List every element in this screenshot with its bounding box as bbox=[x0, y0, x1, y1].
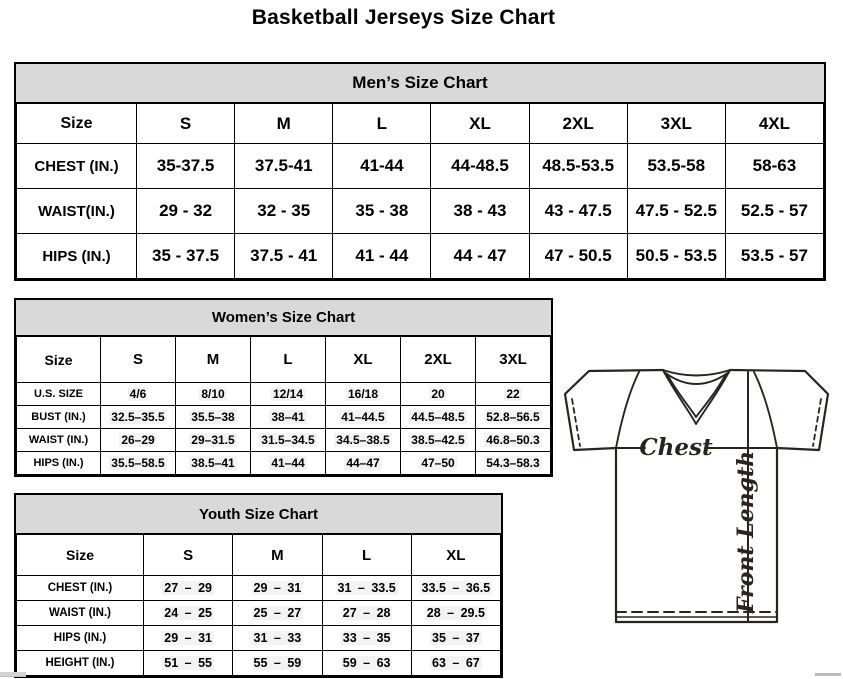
size-value-text: 27 – 28 bbox=[342, 606, 391, 620]
size-value bbox=[251, 406, 326, 429]
size-value bbox=[144, 651, 233, 676]
size-value bbox=[333, 234, 431, 279]
size-value bbox=[476, 406, 551, 429]
size-value-text: 44.5–48.5 bbox=[411, 410, 465, 424]
size-value bbox=[627, 234, 725, 279]
size-value bbox=[137, 234, 235, 279]
size-value-text: 8/10 bbox=[201, 387, 225, 401]
size-value bbox=[233, 576, 322, 601]
row-label: U.S. SIZE bbox=[17, 383, 101, 406]
size-value bbox=[431, 144, 529, 189]
size-value bbox=[333, 189, 431, 234]
size-value bbox=[627, 189, 725, 234]
size-value-text: 20 bbox=[431, 387, 445, 401]
size-value bbox=[322, 576, 411, 601]
size-value bbox=[411, 576, 500, 601]
size-value-text: 59 – 63 bbox=[342, 656, 391, 670]
mens-table-title: Men’s Size Chart bbox=[16, 64, 824, 103]
size-value-text: 50.5 - 53.5 bbox=[635, 246, 717, 265]
size-value-text: 38.5–42.5 bbox=[411, 433, 465, 447]
size-value-text: 37.5 - 41 bbox=[250, 246, 318, 265]
size-value bbox=[251, 429, 326, 452]
size-value bbox=[144, 601, 233, 626]
size-value bbox=[476, 452, 551, 475]
header-row bbox=[17, 337, 551, 383]
size-value bbox=[476, 429, 551, 452]
size-value-text: 22 bbox=[506, 387, 520, 401]
size-value bbox=[101, 429, 176, 452]
size-value-text: 51 – 55 bbox=[164, 656, 212, 670]
size-column-header: S bbox=[101, 337, 176, 383]
row-label: WAIST (IN.) bbox=[17, 429, 101, 452]
size-value-text: 35 - 38 bbox=[355, 201, 409, 220]
size-value bbox=[326, 406, 401, 429]
header-row bbox=[17, 104, 824, 144]
size-value-text: 29–31.5 bbox=[191, 433, 235, 447]
table-row bbox=[17, 601, 501, 626]
row-label: CHEST (IN.) bbox=[17, 144, 137, 189]
size-value bbox=[411, 601, 500, 626]
size-value bbox=[235, 144, 333, 189]
size-value bbox=[322, 601, 411, 626]
size-value bbox=[322, 626, 411, 651]
youth-table-title: Youth Size Chart bbox=[16, 495, 501, 534]
front-length-measure-label: Front Length bbox=[733, 450, 759, 614]
size-value-text: 26–29 bbox=[121, 433, 155, 447]
size-column-header: 3XL bbox=[627, 104, 725, 144]
size-value-text: 27 – 29 bbox=[164, 581, 212, 595]
size-value bbox=[529, 234, 627, 279]
size-value bbox=[233, 626, 322, 651]
size-value-text: 48.5-53.5 bbox=[542, 156, 615, 175]
size-column-header: M bbox=[233, 535, 322, 576]
row-label: HIPS (IN.) bbox=[17, 452, 101, 475]
size-header-label: Size bbox=[17, 104, 137, 144]
table-row bbox=[17, 144, 824, 189]
header-row bbox=[17, 535, 501, 576]
chest-measure-label: Chest bbox=[639, 434, 713, 461]
mens-table bbox=[16, 103, 824, 279]
size-value-text: 34.5–38.5 bbox=[336, 433, 390, 447]
size-value bbox=[176, 383, 251, 406]
size-value bbox=[322, 651, 411, 676]
size-value bbox=[401, 452, 476, 475]
size-value bbox=[725, 234, 823, 279]
size-value-text: 41–44 bbox=[271, 456, 305, 470]
size-column-header: S bbox=[144, 535, 233, 576]
size-value-text: 33 – 35 bbox=[342, 631, 391, 645]
vneck-inner bbox=[667, 374, 726, 417]
size-value-text: 35 – 37 bbox=[432, 631, 480, 645]
size-value bbox=[529, 189, 627, 234]
size-value bbox=[137, 144, 235, 189]
size-column-header: XL bbox=[411, 535, 500, 576]
size-value-text: 43 - 47.5 bbox=[544, 201, 612, 220]
size-value-text: 38–41 bbox=[271, 410, 305, 424]
size-column-header: M bbox=[176, 337, 251, 383]
size-value bbox=[326, 452, 401, 475]
size-value-text: 52.8–56.5 bbox=[486, 410, 540, 424]
size-value-text: 31.5–34.5 bbox=[261, 433, 315, 447]
size-value-text: 12/14 bbox=[272, 387, 304, 401]
size-value bbox=[101, 406, 176, 429]
size-value-text: 35 - 37.5 bbox=[152, 246, 220, 265]
size-value bbox=[725, 189, 823, 234]
size-value bbox=[233, 601, 322, 626]
size-value-text: 24 – 25 bbox=[164, 606, 212, 620]
size-column-header: L bbox=[333, 104, 431, 144]
size-value bbox=[101, 383, 176, 406]
size-value-text: 53.5-58 bbox=[647, 156, 706, 175]
size-value-text: 32 - 35 bbox=[257, 201, 311, 220]
size-value bbox=[326, 383, 401, 406]
page-title: Basketball Jerseys Size Chart bbox=[251, 6, 556, 29]
size-column-header: 2XL bbox=[401, 337, 476, 383]
size-column-header: 2XL bbox=[529, 104, 627, 144]
size-value-text: 35.5–38 bbox=[191, 410, 235, 424]
size-value-text: 53.5 - 57 bbox=[740, 246, 808, 265]
size-value-text: 31 – 33 bbox=[253, 631, 302, 645]
size-value-text: 28 – 29.5 bbox=[426, 606, 485, 620]
size-value-text: 63 – 67 bbox=[432, 656, 480, 670]
size-value-text: 58-63 bbox=[752, 156, 797, 175]
row-label: HIPS (IN.) bbox=[17, 626, 144, 651]
size-value-text: 38.5–41 bbox=[191, 456, 235, 470]
size-value-text: 4/6 bbox=[129, 387, 147, 401]
left-armhole-seam bbox=[616, 372, 639, 448]
size-value-text: 52.5 - 57 bbox=[740, 201, 808, 220]
size-value bbox=[401, 429, 476, 452]
size-value-text: 41-44 bbox=[360, 156, 404, 175]
size-header-label: Size bbox=[17, 337, 101, 383]
size-value bbox=[431, 189, 529, 234]
womens-size-chart bbox=[14, 298, 553, 477]
row-label: HEIGHT (IN.) bbox=[17, 651, 144, 676]
size-value-text: 55 – 59 bbox=[253, 656, 302, 670]
size-header-label: Size bbox=[17, 535, 144, 576]
table-row bbox=[17, 429, 551, 452]
size-value-text: 44 - 47 bbox=[453, 246, 507, 265]
mens-size-chart bbox=[14, 62, 826, 281]
size-value-text: 38 - 43 bbox=[453, 201, 507, 220]
jersey-outline bbox=[565, 370, 828, 622]
size-value-text: 35-37.5 bbox=[156, 156, 215, 175]
size-value-text: 44-48.5 bbox=[451, 156, 509, 175]
size-column-header: XL bbox=[431, 104, 529, 144]
size-value bbox=[235, 234, 333, 279]
size-value-text: 32.5–35.5 bbox=[111, 410, 165, 424]
row-label: HIPS (IN.) bbox=[17, 234, 137, 279]
size-value bbox=[233, 651, 322, 676]
womens-table bbox=[16, 336, 551, 475]
size-value-text: 47.5 - 52.5 bbox=[635, 201, 717, 220]
size-value bbox=[627, 144, 725, 189]
table-row bbox=[17, 189, 824, 234]
size-value bbox=[476, 383, 551, 406]
size-value-text: 35.5–58.5 bbox=[111, 456, 165, 470]
size-column-header: M bbox=[235, 104, 333, 144]
row-label: WAIST(IN.) bbox=[17, 189, 137, 234]
size-value-text: 47–50 bbox=[421, 456, 455, 470]
size-value-text: 44–47 bbox=[346, 456, 380, 470]
size-value-text: 46.8–50.3 bbox=[486, 433, 540, 447]
size-value bbox=[176, 406, 251, 429]
table-row bbox=[17, 406, 551, 429]
size-value bbox=[235, 189, 333, 234]
size-value bbox=[326, 429, 401, 452]
row-label: WAIST (IN.) bbox=[17, 601, 144, 626]
size-value bbox=[529, 144, 627, 189]
size-value bbox=[144, 576, 233, 601]
table-row bbox=[17, 383, 551, 406]
size-column-header: L bbox=[322, 535, 411, 576]
size-column-header: XL bbox=[326, 337, 401, 383]
size-value-text: 33.5 – 36.5 bbox=[421, 581, 491, 595]
size-column-header: 4XL bbox=[725, 104, 823, 144]
size-value-text: 29 – 31 bbox=[253, 581, 302, 595]
size-value bbox=[401, 383, 476, 406]
size-value bbox=[411, 651, 500, 676]
row-label: BUST (IN.) bbox=[17, 406, 101, 429]
size-value bbox=[431, 234, 529, 279]
size-value bbox=[333, 144, 431, 189]
row-label: CHEST (IN.) bbox=[17, 576, 144, 601]
table-row bbox=[17, 452, 551, 475]
size-value-text: 47 - 50.5 bbox=[544, 246, 612, 265]
womens-table-title: Women’s Size Chart bbox=[16, 300, 551, 336]
size-value bbox=[101, 452, 176, 475]
size-value bbox=[176, 452, 251, 475]
size-value-text: 25 – 27 bbox=[253, 606, 302, 620]
collar-top-arc bbox=[663, 370, 730, 376]
size-value bbox=[725, 144, 823, 189]
table-row bbox=[17, 626, 501, 651]
size-value-text: 31 – 33.5 bbox=[337, 581, 396, 595]
youth-size-chart bbox=[14, 493, 503, 678]
table-row bbox=[17, 651, 501, 676]
horizontal-scrollbar-fragment-left[interactable] bbox=[0, 672, 26, 677]
size-value bbox=[176, 429, 251, 452]
size-value bbox=[401, 406, 476, 429]
size-column-header: S bbox=[137, 104, 235, 144]
size-value bbox=[251, 452, 326, 475]
youth-table bbox=[16, 534, 501, 676]
size-value-text: 41–44.5 bbox=[341, 410, 385, 424]
table-row bbox=[17, 234, 824, 279]
jersey-diagram bbox=[558, 360, 840, 640]
size-value bbox=[137, 189, 235, 234]
size-column-header: L bbox=[251, 337, 326, 383]
size-value-text: 41 - 44 bbox=[355, 246, 409, 265]
size-value-text: 29 - 32 bbox=[159, 201, 213, 220]
size-value-text: 37.5-41 bbox=[254, 156, 313, 175]
size-column-header: 3XL bbox=[476, 337, 551, 383]
horizontal-scrollbar-fragment-right[interactable] bbox=[815, 673, 841, 676]
size-value-text: 54.3–58.3 bbox=[486, 456, 540, 470]
size-value bbox=[144, 626, 233, 651]
size-value bbox=[411, 626, 500, 651]
table-row bbox=[17, 576, 501, 601]
size-value bbox=[251, 383, 326, 406]
right-armhole-seam bbox=[754, 372, 777, 448]
size-value-text: 16/18 bbox=[347, 387, 379, 401]
size-value-text: 29 – 31 bbox=[164, 631, 212, 645]
